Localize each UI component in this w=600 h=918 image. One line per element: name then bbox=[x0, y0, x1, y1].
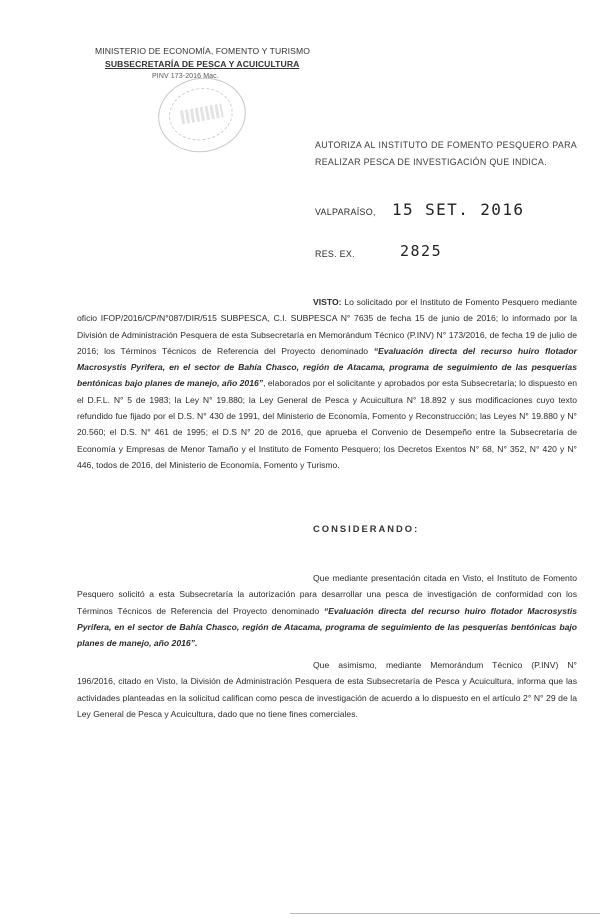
visto-project-name: “Evaluación directa del recurso huiro flotador Macrosystis Pyrifera, en el sector de Bahía Chasco, región de Atacama, programa de seguimiento de las pesquerías bentónicas bajo planes de manejo, año 2016” bbox=[77, 345, 577, 389]
p1-project-name: “Evaluación directa del recurso huiro flotador Macrosystis Pyrifera, en el sector de Bahía Chasco, región de Atacama, programa de seguimiento de las pesquerías bentónicas bajo planes de manejo, año 2016”. bbox=[77, 605, 577, 649]
date-value: 15 SET. 2016 bbox=[392, 200, 525, 219]
visto-text-b: , elaborados por el solicitante y aprobados por esta Subsecretaría; lo dispuesto en el D.F.L. N° 5 de 1983; la Ley N° 19.880; la Ley General de Pesca y Acuicultura N° 18.892 y sus modificaciones cuyo texto refundido fue fijado por el D.S. N° 430 de 1991, del Ministerio de Economía, Fomento y Reconstrucción; las Leyes N° 19.880 y N° 20.560; el D.S. N° 461 de 1995; el D.S N° 20 de 2016, que aprueba el Convenio de Desempeño entre la Subsecretaría de Economía y Empresas de Menor Tamaño y el Instituto de Fomento Pesquero; los Decretos Exentos N° 68, N° 352, N° 420 y N° 446, todos de 2016, del Ministerio de Economía, Fomento y Turismo. bbox=[77, 378, 578, 470]
p1-text-a: mediante presentación citada en Visto, el Instituto de Fomento Pesquero solicitó a esta Subsecretaría la autorización para desarrollar una pesca de investigación de conformidad con los Términos Técnicos de Referencia del Proyecto denominado bbox=[77, 573, 577, 616]
considerando-heading: CONSIDERANDO: bbox=[313, 523, 420, 534]
date-label: VALPARAÍSO, bbox=[315, 207, 376, 217]
official-stamp-icon bbox=[152, 71, 252, 159]
resolution-number: 2825 bbox=[400, 242, 443, 260]
resolution-label: RES. EX. bbox=[315, 249, 355, 259]
p2-lead: Que bbox=[313, 660, 330, 670]
resolution-title: AUTORIZA AL INSTITUTO DE FOMENTO PESQUERO PARA REALIZAR PESCA DE INVESTIGACIÓN QUE INDICA. bbox=[315, 140, 577, 167]
visto-paragraph bbox=[77, 294, 577, 473]
visto-lead: VISTO: bbox=[313, 297, 342, 307]
ministry-header: MINISTERIO DE ECONOMÍA, FOMENTO Y TURISMO bbox=[95, 46, 310, 56]
considerando-paragraph-2 bbox=[77, 657, 577, 722]
p2-text: asimismo, mediante Memorándum Técnico (P.INV) N° 196/2016, citado en Visto, la División de Administración Pesquera de esta Subsecretaría de Pesca y Acuicultura, informa que las actividades planteadas en la solicitud califican como pesca de investigación de acuerdo a lo dispuesto en el artículo 2° N° 29 de la Ley General de Pesca y Acuicultura, dado que no tiene fines comerciales. bbox=[77, 660, 577, 719]
subsecretaria-header: SUBSECRETARÍA DE PESCA Y ACUICULTURA bbox=[105, 59, 300, 69]
considerando-paragraph-1 bbox=[77, 570, 577, 651]
page-edge-line bbox=[290, 913, 600, 914]
reference-code: PINV 173-2016 Mac. bbox=[152, 73, 219, 80]
visto-text-a: Lo solicitado por el Instituto de Fomento Pesquero mediante oficio IFOP/2016/CP/N°087/DIR/515 SUBPESCA, C.I. SUBPESCA N° 7635 de fecha 15 de junio de 2016; lo informado por la División de Administración Pesquera de esta Subsecretaría en Memorándum Técnico (P.INV) N° 173/2016, de fecha 19 de julio de 2016; los Términos Técnicos de Referencia del Proyecto denominado bbox=[77, 297, 577, 356]
p1-lead: Que bbox=[313, 573, 330, 583]
